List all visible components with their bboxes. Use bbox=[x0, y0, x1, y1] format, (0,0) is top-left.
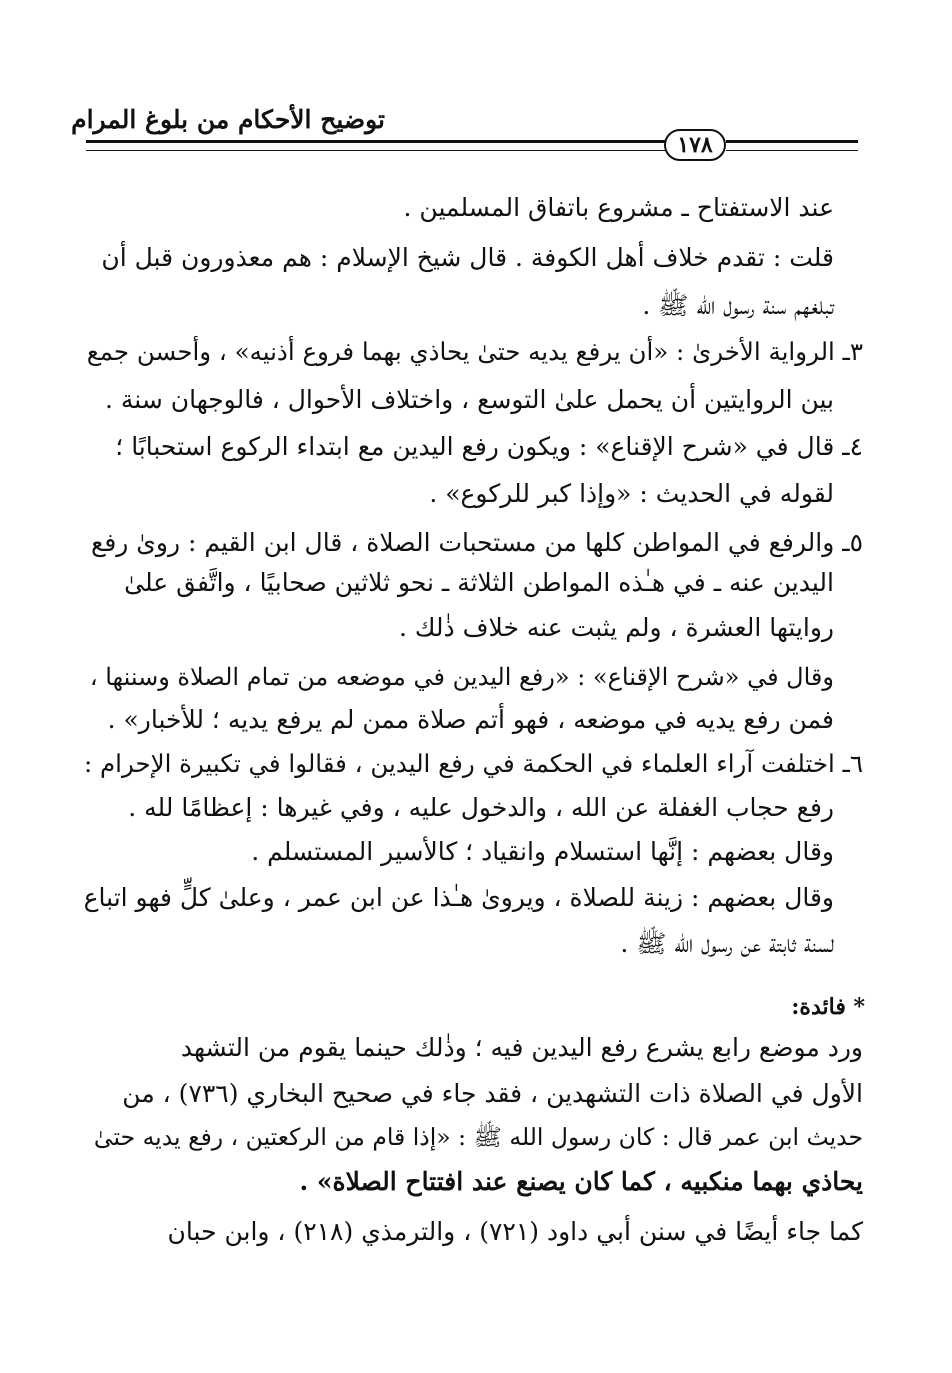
text-line: يحاذي بهما منكبيه ، كما كان يصنع عند افتتاح الصلاة» . bbox=[299, 1167, 863, 1196]
text-line: حديث ابن عمر قال : كان رسول الله ﷺ : «إذا قام من الركعتين ، رفع يديه حتىٰ bbox=[93, 1123, 863, 1151]
note-heading: * فائدة: bbox=[791, 994, 865, 1020]
text-line: وقال بعضهم : إنَّها استسلام وانقياد ؛ كالأسير المستسلم . bbox=[251, 837, 834, 866]
text-line: تبلغهم سنة رسول الله ﷺ . bbox=[642, 291, 834, 320]
header-rule-thick-left bbox=[86, 140, 665, 143]
text-line: فمن رفع يديه في موضعه ، فهو أتم صلاة ممن لم يرفع يديه ؛ للأخبار» . bbox=[107, 705, 834, 734]
text-line: وقال بعضهم : زينة للصلاة ، ويروىٰ هـٰذا عن ابن عمر ، وعلىٰ كلٍّ فهو اتباع bbox=[83, 883, 834, 912]
header-rule-thick-right bbox=[726, 140, 858, 143]
list-item-6: ٦ـ اختلفت آراء العلماء في الحكمة في رفع اليدين ، فقالوا في تكبيرة الإحرام : bbox=[83, 749, 863, 778]
list-item-5: ٥ـ والرفع في المواطن كلها من مستحبات الصلاة ، قال ابن القيم : روىٰ رفع bbox=[91, 528, 863, 557]
running-header-title: توضيح الأحكام من بلوغ المرام bbox=[71, 105, 385, 134]
text-line: الأول في الصلاة ذات التشهدين ، فقد جاء في صحيح البخاري (٧٣٦) ، من bbox=[122, 1079, 863, 1108]
text-line: عند الاستفتاح ـ مشروع باتفاق المسلمين . bbox=[403, 193, 834, 222]
text-line: قلت : تقدم خلاف أهل الكوفة . قال شيخ الإسلام : هم معذورون قبل أن bbox=[101, 243, 834, 272]
header-rule-thin-left bbox=[86, 150, 665, 151]
text-line: روايتها العشرة ، ولم يثبت عنه خلاف ذٰلك . bbox=[398, 613, 834, 642]
text-line: لسنة ثابتة عن رسول الله ﷺ . bbox=[620, 929, 834, 958]
page-number: ١٧٨ bbox=[664, 129, 726, 161]
text-line: رفع حجاب الغفلة عن الله ، والدخول عليه ، وفي غيرها : إعظامًا لله . bbox=[128, 793, 834, 822]
header-rule-thin-right bbox=[726, 150, 858, 151]
text-line: بين الروايتين أن يحمل علىٰ التوسع ، واختلاف الأحوال ، فالوجهان سنة . bbox=[104, 385, 834, 414]
text-line: اليدين عنه ـ في هـٰذه المواطن الثلاثة ـ نحو ثلاثين صحابيًا ، واتَّفق علىٰ bbox=[124, 568, 834, 597]
text-line: كما جاء أيضًا في سنن أبي داود (٧٢١) ، والترمذي (٢١٨) ، وابن حبان bbox=[167, 1217, 863, 1246]
text-line: وقال في «شرح الإقناع» : «رفع اليدين في موضعه من تمام الصلاة وسننها ، bbox=[89, 663, 834, 691]
list-item-3: ٣ـ الرواية الأخرىٰ : «أن يرفع يديه حتىٰ يحاذي بهما فروع أذنيه» ، وأحسن جمع bbox=[86, 337, 863, 366]
text-line: ورد موضع رابع يشرع رفع اليدين فيه ؛ وذٰلك حينما يقوم من التشهد bbox=[180, 1033, 863, 1062]
list-item-4: ٤ـ قال في «شرح الإقناع» : ويكون رفع اليدين مع ابتداء الركوع استحبابًا ؛ bbox=[115, 432, 863, 461]
text-line: لقوله في الحديث : «وإذا كبر للركوع» . bbox=[429, 479, 834, 508]
